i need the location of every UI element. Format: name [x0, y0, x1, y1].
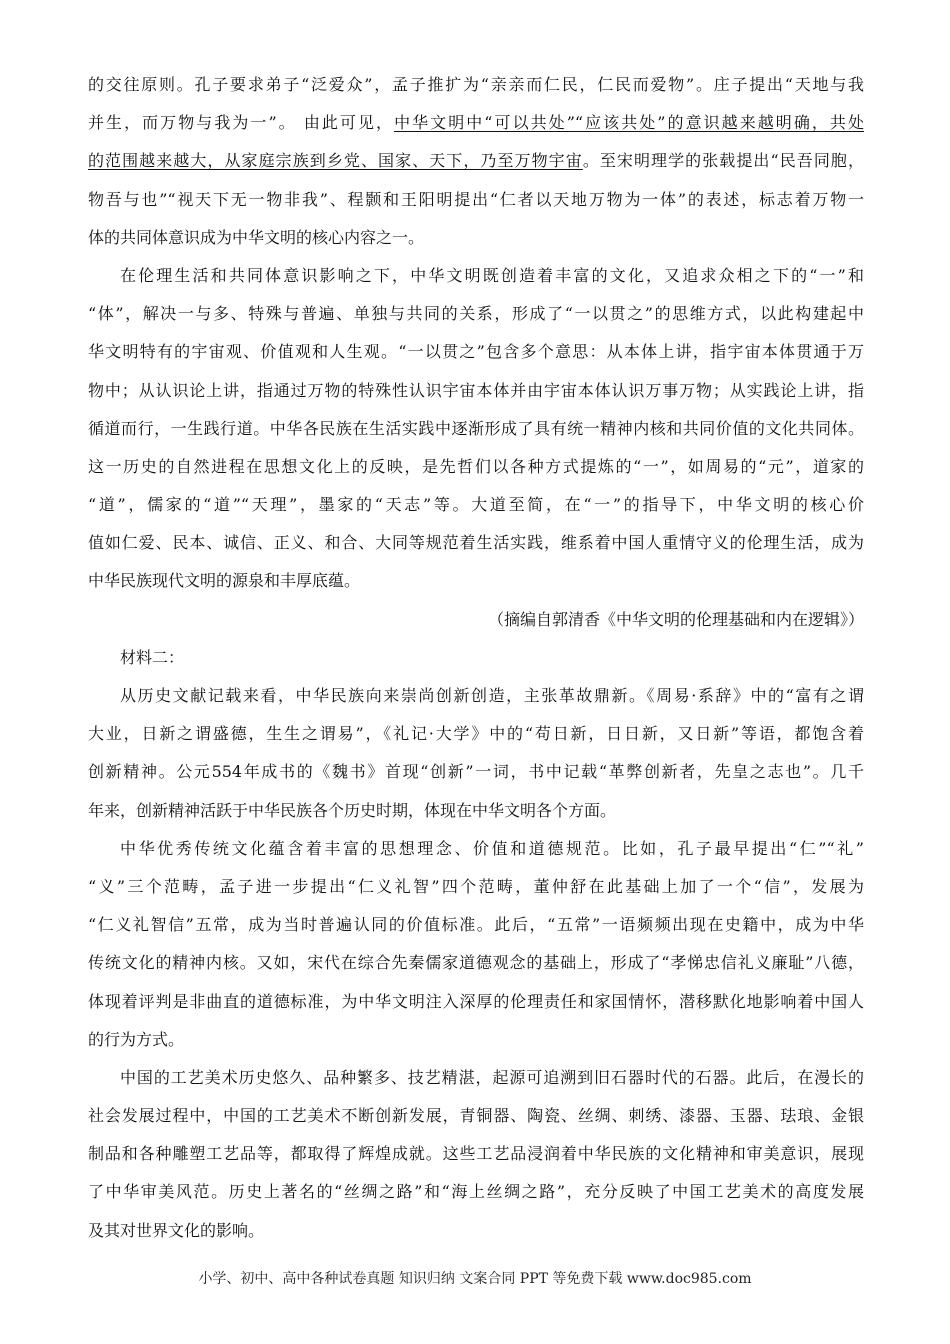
underlined-text: 的范围越来越大，从家庭宗族到乡党、国家、天下，乃至万物宇宙	[88, 151, 583, 171]
text-line	[88, 1212, 864, 1250]
text-segment: （摘编自郭清香《中华文明的伦理基础和内在逻辑》）	[487, 609, 864, 629]
text-line	[88, 295, 864, 333]
text-line	[88, 486, 864, 524]
text-line	[88, 753, 864, 791]
text-line	[88, 333, 864, 371]
text-segment: 创新精神。公元554年成书的《魏书》首现“创新”一词，书中记载“革弊创新者，先皇之志也”。几千	[88, 762, 864, 782]
text-line	[88, 906, 864, 944]
text-segment: 并生，而万物与我为一”。 由此可见，	[88, 113, 395, 133]
text-line	[88, 1059, 864, 1097]
text-line	[88, 142, 864, 180]
text-line	[88, 562, 864, 600]
text-line	[88, 944, 864, 982]
text-segment: 物吾与也”“视天下无一物非我”、程颢和王阳明提出“仁者以天地万物为一体”的表述，标志着万物一	[88, 189, 864, 209]
text-segment: 循道而行，一生践行道。中华各民族在生活实践中逐渐形成了具有统一精神内核和共同价值的文化共同体。	[88, 418, 864, 438]
text-segment: 传统文化的精神内核。又如，宋代在综合先秦儒家道德观念的基础上，形成了“孝悌忠信礼义廉耻”八德，	[88, 953, 864, 973]
text-segment: 的行为方式。	[88, 1029, 185, 1049]
text-line	[88, 983, 864, 1021]
text-line	[88, 181, 864, 219]
text-line	[88, 868, 864, 906]
text-segment: 体的共同体意识成为中华文明的核心内容之一。	[88, 227, 425, 247]
text-line	[88, 66, 864, 104]
text-segment: 在伦理生活和共同体意识影响之下，中华文明既创造着丰富的文化，又追求众相之下的“一”和	[120, 265, 864, 285]
text-segment: “仁义礼智信”五常，成为当时普遍认同的价值标准。此后，“五常”一语频频出现在史籍中，成为中华	[88, 915, 864, 935]
text-segment: 华文明特有的宇宙观、价值观和人生观。“一以贯之”包含多个意思：从本体上讲，指宇宙本体贯通于万	[88, 342, 864, 362]
text-segment: 制品和各种雕塑工艺品等，都取得了辉煌成就。这些工艺品浸润着中华民族的文化精神和审美意识，展现	[88, 1144, 864, 1164]
text-line	[88, 830, 864, 868]
text-segment: 的交往原则。孔子要求弟子“泛爱众”，孟子推扩为“亲亲而仁民，仁民而爱物”。庄子提出“天地与我	[88, 75, 864, 94]
text-segment: 了中华审美风范。历史上著名的“丝绸之路”和“海上丝绸之路”，充分反映了中国工艺美术的高度发展	[88, 1182, 864, 1202]
text-segment: 体现着评判是非曲直的道德标准，为中华文明注入深厚的伦理责任和家国情怀，潜移默化地影响着中国人	[88, 991, 864, 1011]
text-line	[88, 1097, 864, 1135]
text-line	[88, 104, 864, 142]
underlined-text: 中华文明中“可以共处”“应该共处”的意识越来越明确，共处	[394, 113, 864, 133]
text-line	[88, 372, 864, 410]
text-line	[88, 639, 864, 677]
text-segment: 中华优秀传统文化蕴含着丰富的思想理念、价值和道德规范。比如，孔子最早提出“仁”“礼”	[120, 838, 864, 858]
source-citation	[88, 601, 864, 639]
text-segment: 社会发展过程中，中国的工艺美术不断创新发展，青铜器、陶瓷、丝绸、刺绣、漆器、玉器、珐琅、金银	[88, 1106, 864, 1126]
text-segment: 中华民族现代文明的源泉和丰厚底蕴。	[88, 571, 361, 591]
text-line	[88, 448, 864, 486]
text-line	[88, 1135, 864, 1173]
text-segment: 。至宋明理学的张载提出“民吾同胞，	[582, 151, 864, 171]
text-segment: 材料二：	[120, 647, 185, 667]
text-line	[88, 792, 864, 830]
text-line	[88, 1021, 864, 1059]
text-segment: 年来，创新精神活跃于中华民族各个历史时期，体现在中华文明各个方面。	[88, 800, 617, 820]
text-segment: 值如仁爱、民本、诚信、正义、和合、大同等规范着生活实践，维系着中国人重情守义的伦理生活，成为	[88, 533, 864, 553]
text-line	[88, 715, 864, 753]
page-footer: 小学、初中、高中各种试卷真题 知识归纳 文案合同 PPT 等免费下载 www.doc985.com	[198, 1271, 752, 1287]
text-segment: “道”，儒家的“道”“天理”，墨家的“天志”等。大道至简，在“一”的指导下，中华文明的核心价	[88, 495, 864, 515]
text-segment: 这一历史的自然进程在思想文化上的反映，是先哲们以各种方式提炼的“一”，如周易的“元”，道家的	[88, 456, 864, 476]
text-segment: 及其对世界文化的影响。	[88, 1220, 265, 1240]
text-line	[88, 524, 864, 562]
text-segment: 大业，日新之谓盛德，生生之谓易”，《礼记·大学》中的“苟日新，日日新，又日新”等语，都饱含着	[88, 724, 864, 744]
text-line	[88, 410, 864, 448]
text-line	[88, 257, 864, 295]
text-line	[88, 677, 864, 715]
text-segment: “体”，解决一与多、特殊与普遍、单独与共同的关系，形成了“一以贯之”的思维方式，以此构建起中	[88, 304, 864, 324]
text-segment: 物中；从认识论上讲，指通过万物的特殊性认识宇宙本体并由宇宙本体认识万事万物；从实践论上讲，指	[88, 380, 864, 400]
text-segment: “义”三个范畴，孟子进一步提出“仁义礼智”四个范畴，董仲舒在此基础上加了一个“信”，发展为	[88, 876, 864, 896]
text-line	[88, 219, 864, 257]
text-line	[88, 1173, 864, 1211]
text-segment: 中国的工艺美术历史悠久、品种繁多、技艺精湛，起源可追溯到旧石器时代的石器。此后，在漫长的	[120, 1067, 864, 1087]
document-body	[88, 66, 864, 1250]
text-segment: 从历史文献记载来看，中华民族向来崇尚创新创造，主张革故鼎新。《周易·系辞》中的“富有之谓	[120, 686, 864, 705]
